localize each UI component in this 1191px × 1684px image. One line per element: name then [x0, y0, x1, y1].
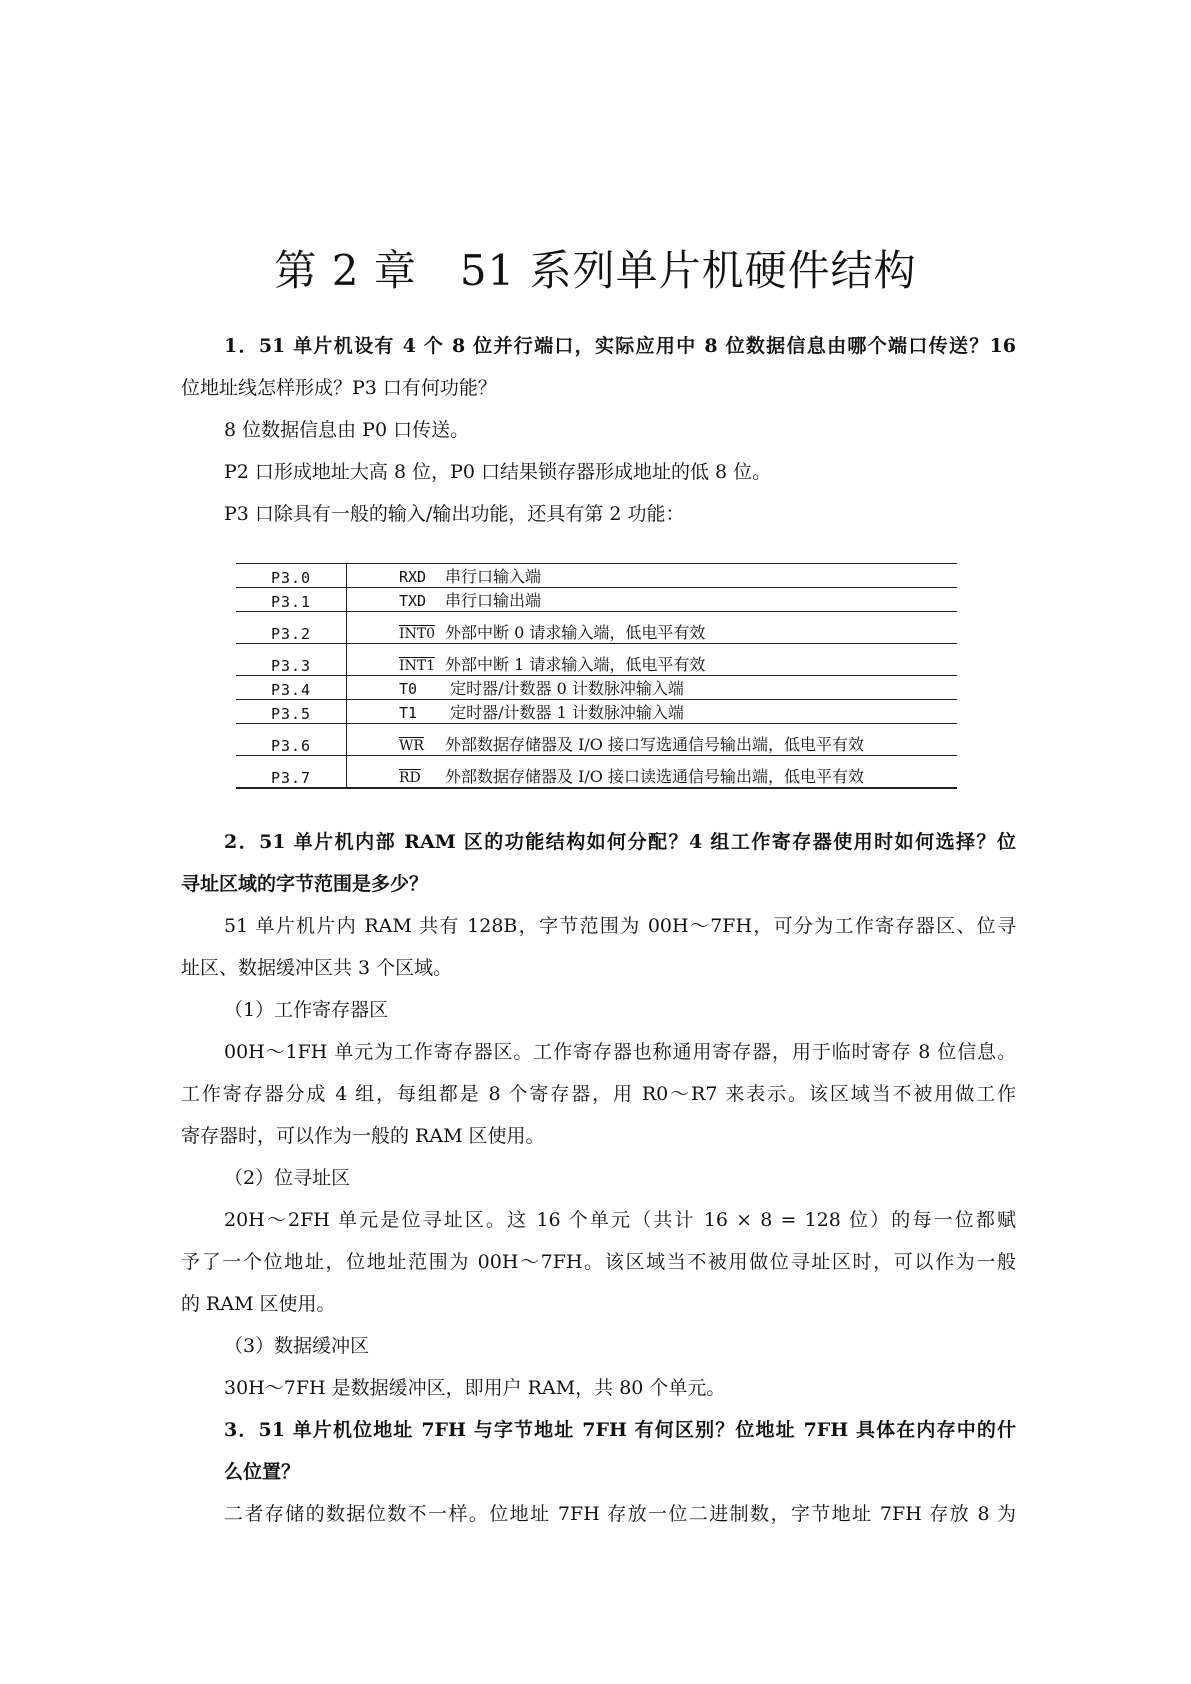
function-cell — [347, 564, 958, 588]
question-3-line-2: 么位置？ — [224, 1461, 301, 1483]
section-1-line-2: 工作寄存器分成 4 组，每组都是 8 个寄存器，用 R0～R7 来表示。该区域当不被用做工作 — [181, 1083, 1016, 1105]
p3-function-table — [236, 563, 957, 789]
signal-name: $\overline{WR}$ — [399, 738, 424, 754]
signal-name: INT0 — [399, 626, 436, 642]
chapter-title: 第 2 章 51 系列单片机硬件结构 — [274, 246, 917, 295]
answer-2-intro-line-2: 址区、数据缓冲区共 3 个区域。 — [181, 957, 453, 979]
function-cell — [347, 700, 958, 724]
section-1-line-1: 00H～1FH 单元为工作寄存器区。工作寄存器也称通用寄存器，用于临时寄存 8 位信息。 — [224, 1041, 1016, 1063]
signal-name: T1 — [399, 704, 418, 722]
pin-cell: P3.1 — [236, 588, 347, 612]
answer-1-line-1: 8 位数据信息由 P0 口传送。 — [224, 419, 470, 441]
section-3-line-1: 30H～7FH 是数据缓冲区，即用户 RAM，共 80 个单元。 — [224, 1377, 726, 1399]
signal-name: $\overline{RD}$ — [399, 769, 421, 786]
question-2-line-1: 2．51 单片机内部 RAM 区的功能结构如何分配？4 组工作寄存器使用时如何选择？位 — [224, 831, 1016, 853]
function-cell — [347, 588, 958, 612]
section-2-line-3: 的 RAM 区使用。 — [181, 1293, 336, 1315]
question-1-line-1: 1．51 单片机设有 4 个 8 位并行端口，实际应用中 8 位数据信息由哪个端口传送？16 — [224, 335, 1016, 357]
answer-1-line-3: P3 口除具有一般的输入/输出功能，还具有第 2 功能： — [224, 503, 685, 525]
question-1-block — [181, 325, 1016, 535]
section-2-line-2: 予了一个位地址，位地址范围为 00H～7FH。该区域当不被用做位寻址区时，可以作为一般 — [181, 1251, 1016, 1273]
section-1-title: （1）工作寄存器区 — [224, 999, 389, 1021]
table-row — [236, 756, 957, 788]
answer-1-line-2: P2 口形成地址大高 8 位，P0 口结果锁存器形成地址的低 8 位。 — [224, 461, 772, 483]
question-1-line-2: 位地址线怎样形成？P3 口有何功能？ — [181, 377, 497, 399]
section-2-line-1: 20H～2FH 单元是位寻址区。这 16 个单元（共计 16 × 8 = 128 位）的每一位都赋 — [224, 1209, 1016, 1231]
pin-cell: P3.0 — [236, 564, 347, 588]
signal-desc: 外部中断 0 请求输入端，低电平有效 — [445, 623, 706, 642]
signal-name: INT1 — [399, 658, 436, 674]
pin-cell: P3.5 — [236, 700, 347, 724]
pin-cell: P3.7 — [236, 756, 347, 788]
question-2-line-2: 寻址区域的字节范围是多少？ — [181, 873, 429, 895]
table-row — [236, 676, 957, 700]
signal-desc: 定时器/计数器 1 计数脉冲输入端 — [445, 703, 684, 722]
pin-cell: P3.2 — [236, 612, 347, 644]
signal-name: RXD — [399, 568, 427, 586]
function-cell — [347, 612, 958, 644]
answer-3-line-1: 二者存储的数据位数不一样。位地址 7FH 存放一位二进制数，字节地址 7FH 存放 8 为 — [224, 1503, 1016, 1525]
table-row — [236, 724, 957, 756]
table-row — [236, 564, 957, 588]
table-row — [236, 700, 957, 724]
section-1-line-3: 寄存器时，可以作为一般的 RAM 区使用。 — [181, 1125, 545, 1147]
pin-cell: P3.6 — [236, 724, 347, 756]
signal-desc: 定时器/计数器 0 计数脉冲输入端 — [445, 679, 684, 698]
table-row — [236, 644, 957, 676]
table-row — [236, 612, 957, 644]
question-3-line-1: 3．51 单片机位地址 7FH 与字节地址 7FH 有何区别？位地址 7FH 具体在内存中的什 — [224, 1419, 1016, 1441]
signal-desc: 串行口输出端 — [445, 591, 542, 610]
function-cell — [347, 724, 958, 756]
answer-2-intro-line-1: 51 单片机片内 RAM 共有 128B，字节范围为 00H～7FH，可分为工作寄存器区、位寻 — [224, 915, 1016, 937]
question-2-block — [181, 821, 1016, 1409]
function-cell — [347, 676, 958, 700]
function-cell — [347, 756, 958, 788]
question-3-block — [181, 1409, 1016, 1535]
signal-desc: 外部数据存储器及 I/O 接口读选通信号输出端，低电平有效 — [445, 766, 865, 786]
pin-cell: P3.4 — [236, 676, 347, 700]
signal-desc: 外部中断 1 请求输入端，低电平有效 — [445, 655, 706, 674]
signal-name: T0 — [399, 680, 418, 698]
section-2-title: （2）位寻址区 — [224, 1167, 351, 1189]
signal-desc: 外部数据存储器及 I/O 接口写选通信号输出端，低电平有效 — [445, 735, 865, 754]
function-cell — [347, 644, 958, 676]
pin-cell: P3.3 — [236, 644, 347, 676]
table-row — [236, 588, 957, 612]
signal-name: TXD — [399, 592, 427, 610]
signal-desc: 串行口输入端 — [445, 567, 542, 586]
section-3-title: （3）数据缓冲区 — [224, 1335, 370, 1357]
